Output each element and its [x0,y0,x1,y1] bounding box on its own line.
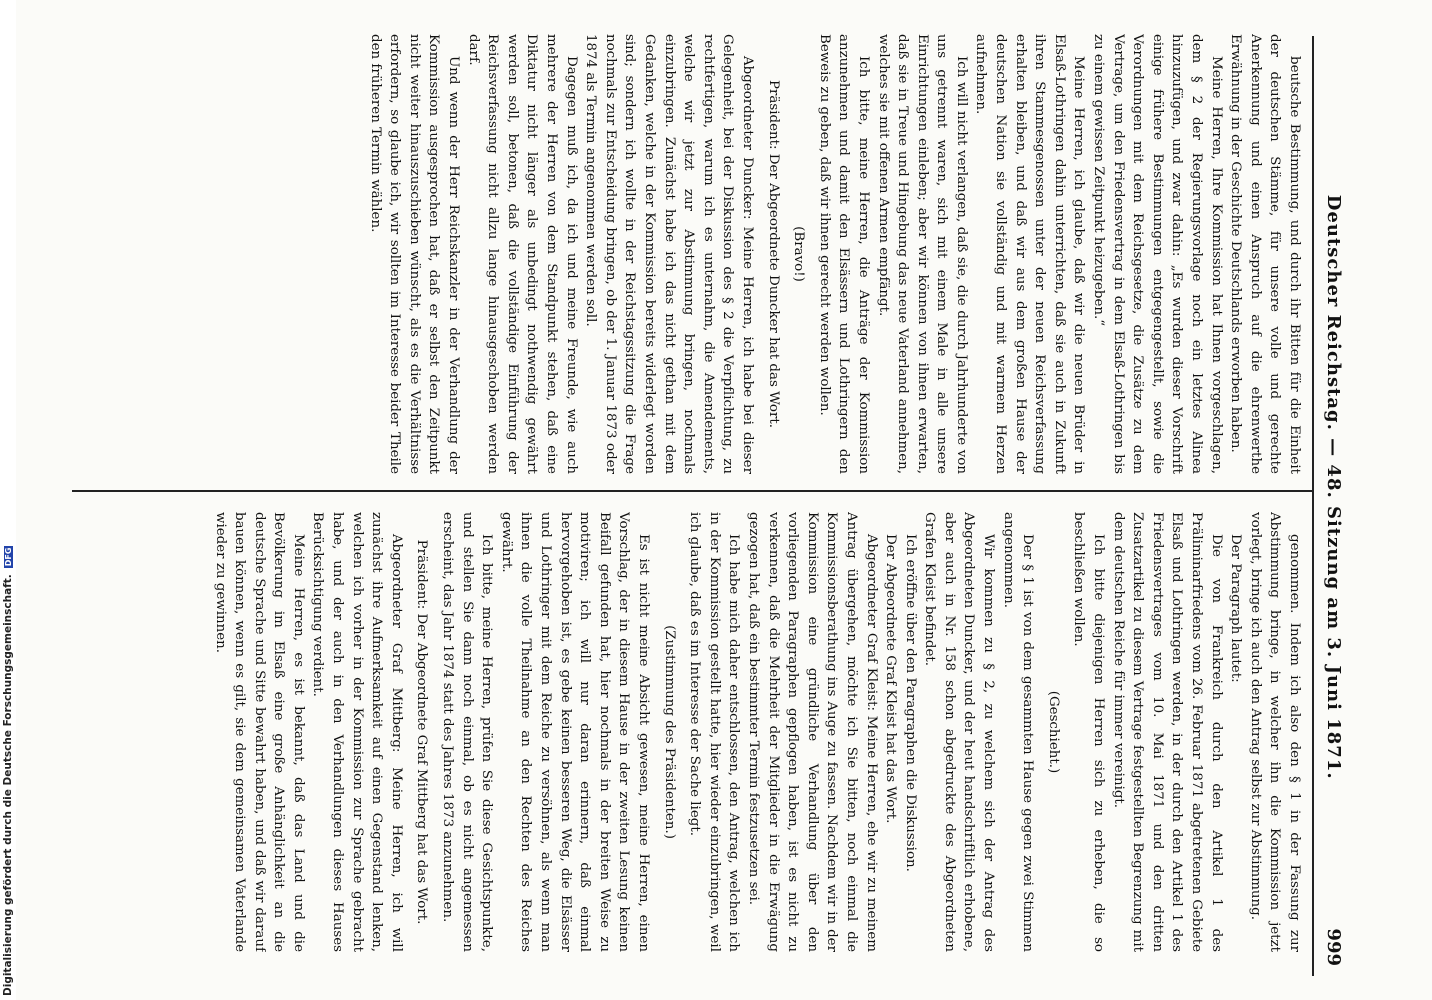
paragraph: Der Abgeordnete Graf Kleist hat das Wort. [883,534,899,824]
paragraph: Meine Herren, ich glaube, daß wir die neuen Brüder in Elsaß-Lothringen dahin unterrichten, daß sie auch in Zukunft ihren Stammesgenossen unter der neuen Reichsverfassung erhalten bleiben, und daß wir aus dem großen Hause der deutschen Nation sie vollständig und mit warmem Herzen aufnehmen. [973,34,1087,474]
paragraph: Wir kommen zu § 2, zu welchem sich der Antrag des Abgeordneten Duncker, und der heut handschriftlich erhobene, aber auch in Nr. 158 schon abgedruckte des Abgeordneten Grafen Kleist befindet. [922,512,997,952]
paragraph: Abgeordneter Graf Kleist: Meine Herren, ehe wir zu meinem Antrag übergehen, möchte ich Sie bitten, noch einmal die Kommissionsberathung ins Auge zu fassen. Nachdem wir in der Kommission eine gründliche Verhandlung über den vorliegenden Paragraphen gepflogen haben, ist es nicht zu verkennen, daß die Mehrheit der Mitglieder in die Erwägung gezogen hat, daß ein bestimmter Termin festzusetzen sei. [745,512,879,952]
column-divider [72,490,1312,492]
paragraph: Ich bitte, meine Herren, die Anträge der Kommission anzunehmen und damit den Elsässern und Lothringern den Beweis zu geben, daß wir ihnen gerecht werden wollen. [816,34,871,474]
paragraph: Abgeordneter Duncker: Meine Herren, ich habe bei dieser Gelegenheit, bei der Diskussion des § 2 die Verpflichtung, zu rechtfertigen, warum ich es unternahm, die Amendements, welche wir jetzt zur Abstimmung bringen, nochmals einzubringen. Zunächst habe ich das nicht gethan mit dem Gedanken, welche in der Kommission bereits widerlegt worden sind; sondern ich wollte in der Reichstagssitzung die Frage nochmals zur Entscheidung bringen, ob der 1. Januar 1873 oder 1874 als Termin angenommen werden soll. [583,34,755,474]
right-column [76,512,1304,952]
paragraph: Abgeordneter Graf Mittberg: Meine Herren, ich will zunächst ihre Aufmerksamkeit auf einen Gegenstand lenken, welchen ich vorher in der Kommission zur Sprache gebracht habe, und der auch in den Verhandlungen dieses Hauses Berücksichtigung verdient. [310,512,404,952]
paragraph: Die von Frankreich durch den Artikel 1 des Präliminarfriedens vom 26. Februar 1871 abgetretenen Gebiete Elsaß und Lothringen werden, in der durch den Artikel 1 des Friedensvertrages vom 10. Mai 1871 und den dritten Zusatzartikel zu diesem Vertrage festgestellten Begrenzung mit dem deutschen Reiche für immer vereinigt. [1110,512,1224,952]
paragraph-centered: (Geschieht.) [1045,690,1061,774]
credit-text: Digitalisierung gefördert durch die Deutsche Forschungsgemeinschaft. [2,574,14,996]
paragraph: Ich will nicht verlangen, daß sie, die durch Jahrhunderte von uns getrennt waren, sich mit einem Male in alle unsere Einrichtungen einleben; aber wir können von ihnen erwarten, daß sie in Treue und Hingebung das neue Vaterland annehmen, welches sie mit offenen Armen empfängt. [875,34,969,474]
paragraph: Und wenn der Herr Reichskanzler in der Verhandlung der Kommission ausgesprochen hat, daß er selbst den Zeitpunkt nicht weiter hinauszuschieben wünscht, als es die Verhältnisse erfordern, so glaube ich, wir sollten im Interesse beider Theile den früheren Termin wählen. [367,34,462,474]
dfg-logo: DFG [4,547,13,567]
paragraph: Meine Herren, es ist bekannt, daß das Land und die Bevölkerung im Elsaß eine große Anhänglichkeit an die deutsche Sprache und Sitte bewahrt haben, und daß wir darauf bauen können, wenn es gilt, sie dem gemeinsamen Vaterlande wieder zu gewinnen. [212,512,306,952]
paragraph-centered: (Zustimmung des Präsidenten.) [661,625,677,839]
paragraph-centered: (Bravo!) [791,226,807,282]
paragraph: Ich habe mich daher entschlossen, den Antrag, welchen ich in der Kommission gestellt hatte, hier wieder einzubringen, weil ich glaube, daß es im Interesse der Sache liegt. [687,512,742,952]
credit-strip [0,0,16,1000]
page-number: 999 [1323,928,1345,966]
paragraph: Es ist nicht meine Absicht gewesen, meine Herren, einen Vorschlag, der in diesem Hause in der zweiten Lesung keinen Beifall gefunden hat, hier nochmals in der breiten Weise zu motiviren; ich will nur daran erinnern, daß einmal hervorgehoben ist, es gebe keinen besseren Weg, die Elsässer und Lothringer mit dem Reiche zu versöhnen, als wenn man ihnen die volle Theilnahme an den Rechten des Reiches gewährt. [498,512,651,952]
paragraph: beutsche Bestimmung, und durch ihr Bitten für die Einheit der deutschen Stämme, für unsere volle und gerechte Anerkennung und einen Anspruch auf die ehrenwerthe Erwähnung in der Geschichte Deutschlands erworben haben. [1228,34,1302,474]
page-header-title: Deutscher Reichstag. — 48. Sitzung am 3. Juni 1871. [1323,194,1345,780]
credit-text-container [2,546,14,996]
paragraph: Ich bitte, meine Herren, prüfen Sie diese Gesichtspunkte, und stellen Sie dann noch einmal, ob es nicht angemessen erscheint, das Jahr 1874 statt des Jahres 1873 anzunehmen. [440,512,495,952]
paragraph: genommen. Indem ich also den § 1 in der Fassung zur Abstimmung bringe, in welcher ihn die Kommission jetzt vorlegt, bringe ich auch den Antrag selbst zur Abstimmung. [1247,512,1302,952]
rotated-page-content [66,6,1356,996]
paragraph: Meine Herren, Ihre Kommission hat Ihnen vorgeschlagen, dem § 2 der Regierungsvorlage noch ein letztes Alinea hinzuzufügen, und zwar dahin: „Es wurden dieser Vorschrift einige frühere Bestimmungen entgegengestellt, sowie die Verordnungen mit dem Reichsgesetze, die Zusätze zu dem Vertrage, um den Friedensvertrag in dem Elsaß-Lothringen bis zu einem gewissen Zeitpunkt heizugeben.“ [1091,34,1224,474]
speaker-heading: Präsident: Der Abgeordnete Graf Mittberg hat das Wort. [414,539,430,925]
paragraph: Ich eröffne über den Paragraphen die Diskussion. [902,534,918,872]
paragraph: Ich bitte diejenigen Herren sich zu erheben, die so beschließen wollen. [1071,512,1107,952]
paragraph: Der § 1 ist von dem gesammten Hause gegen zwei Stimmen angenommen. [1000,512,1036,952]
page-header [1320,46,1348,966]
speaker-heading: Präsident: Der Abgeordnete Duncker hat das Wort. [765,79,781,429]
paragraph: Der Paragraph lautet: [1228,534,1244,683]
left-column [76,34,1304,474]
header-rule [1312,36,1314,976]
paragraph: Dagegen muß ich, da ich und meine Freunde, wie auch mehrere der Herren von dem Standpunkt stehen, daß eine Diktatur nicht länger als unbedingt nothwendig gewährt werden soll, betonen, daß die vollständige Einführung der Reichsverfassung nicht allzu lange hinausgeschoben werden darf. [465,34,579,474]
